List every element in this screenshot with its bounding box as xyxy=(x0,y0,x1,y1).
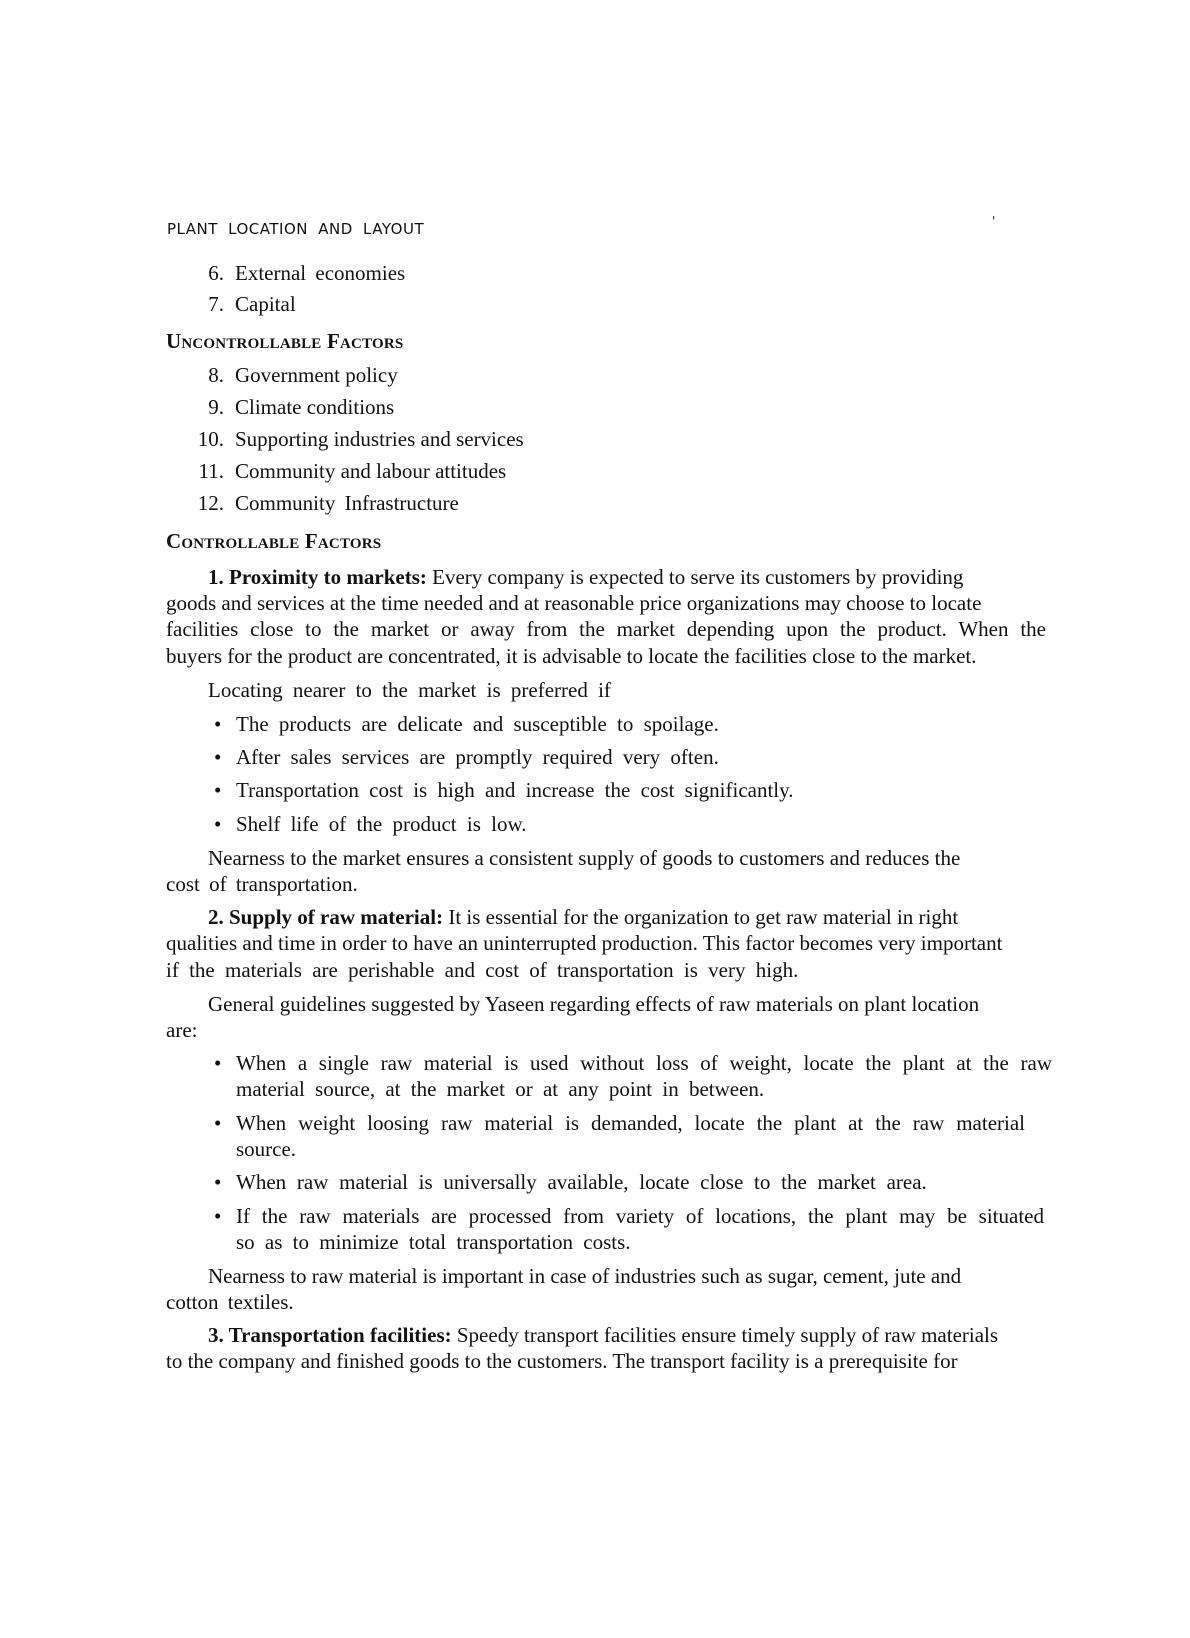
running-head: PLANT LOCATION AND LAYOUT xyxy=(167,220,425,238)
bullet-icon: • xyxy=(214,1170,222,1194)
list-number: 8. xyxy=(208,363,224,387)
list-item: Capital xyxy=(235,292,296,316)
paragraph-line: are: xyxy=(166,1018,198,1042)
list-number: 12. xyxy=(197,491,224,515)
paragraph-line: 3. Transportation facilities: Speedy transport facilities ensure timely supply of raw materials xyxy=(208,1323,999,1347)
bullet-item-continued: so as to minimize total transportation costs. xyxy=(236,1230,631,1254)
bullet-icon: • xyxy=(214,778,222,802)
paragraph-line: if the materials are perishable and cost of transportation is very high. xyxy=(166,958,799,982)
list-item: Community Infrastructure xyxy=(235,491,459,515)
bullet-item-continued: source. xyxy=(236,1137,297,1161)
list-number: 9. xyxy=(208,395,224,419)
list-number: 7. xyxy=(208,292,224,316)
paragraph-lead: 3. Transportation facilities: xyxy=(208,1323,452,1347)
paragraph-lead: 1. Proximity to markets: xyxy=(208,565,427,589)
paragraph-line: to the company and finished goods to the customers. The transport facility is a prerequisite for xyxy=(166,1349,958,1373)
paragraph-line: General guidelines suggested by Yaseen regarding effects of raw materials on plant location xyxy=(208,992,980,1016)
bullet-item: If the raw materials are processed from variety of locations, the plant may be situated xyxy=(236,1204,1044,1228)
paragraph-line: cotton textiles. xyxy=(166,1290,294,1314)
bullet-item: Shelf life of the product is low. xyxy=(236,812,527,836)
section-heading-uncontrollable: Uncontrollable Factors xyxy=(166,329,404,353)
paragraph-line: goods and services at the time needed and at reasonable price organizations may choose to locate xyxy=(166,591,982,615)
list-number: 10. xyxy=(197,427,224,451)
bullet-item: When weight loosing raw material is demanded, locate the plant at the raw material xyxy=(236,1111,1025,1135)
list-item: Community and labour attitudes xyxy=(235,459,507,483)
bullet-icon: • xyxy=(214,1204,222,1228)
bullet-icon: • xyxy=(214,1051,222,1075)
paragraph-line: 2. Supply of raw material: It is essential for the organization to get raw material in right xyxy=(208,905,959,929)
paragraph-line: qualities and time in order to have an uninterrupted production. This factor becomes very important xyxy=(166,931,1003,955)
bullet-item: The products are delicate and susceptible to spoilage. xyxy=(236,712,719,736)
bullet-item: After sales services are promptly required very often. xyxy=(236,745,719,769)
paragraph-line: cost of transportation. xyxy=(166,872,358,896)
list-number: 11. xyxy=(198,459,224,483)
list-number: 6. xyxy=(208,261,224,285)
paragraph-line: Nearness to raw material is important in case of industries such as sugar, cement, jute and xyxy=(208,1264,962,1288)
section-heading-controllable: Controllable Factors xyxy=(166,529,382,553)
bullet-icon: • xyxy=(214,712,222,736)
paragraph-line: 1. Proximity to markets: Every company is expected to serve its customers by providing xyxy=(208,565,964,589)
list-item: Climate conditions xyxy=(235,395,395,419)
bullet-item-continued: material source, at the market or at any point in between. xyxy=(236,1077,765,1101)
paragraph-line: buyers for the product are concentrated, it is advisable to locate the facilities close to the market. xyxy=(166,644,977,668)
list-item: External economies xyxy=(235,261,406,285)
bullet-item: When raw material is universally available, locate close to the market area. xyxy=(236,1170,927,1194)
list-item: Supporting industries and services xyxy=(235,427,524,451)
bullet-item: Transportation cost is high and increase the cost significantly. xyxy=(236,778,794,802)
paragraph-line: Locating nearer to the market is preferred if xyxy=(208,678,611,702)
bullet-item: When a single raw material is used without loss of weight, locate the plant at the raw xyxy=(236,1051,1052,1075)
bullet-icon: • xyxy=(214,812,222,836)
bullet-icon: • xyxy=(214,1111,222,1135)
list-item: Government policy xyxy=(235,363,398,387)
bullet-icon: • xyxy=(214,745,222,769)
paragraph-line: Nearness to the market ensures a consistent supply of goods to customers and reduces the xyxy=(208,846,961,870)
header-mark: ' xyxy=(992,214,996,228)
paragraph-line: facilities close to the market or away from the market depending upon the product. When the xyxy=(166,617,1046,641)
paragraph-lead: 2. Supply of raw material: xyxy=(208,905,444,929)
